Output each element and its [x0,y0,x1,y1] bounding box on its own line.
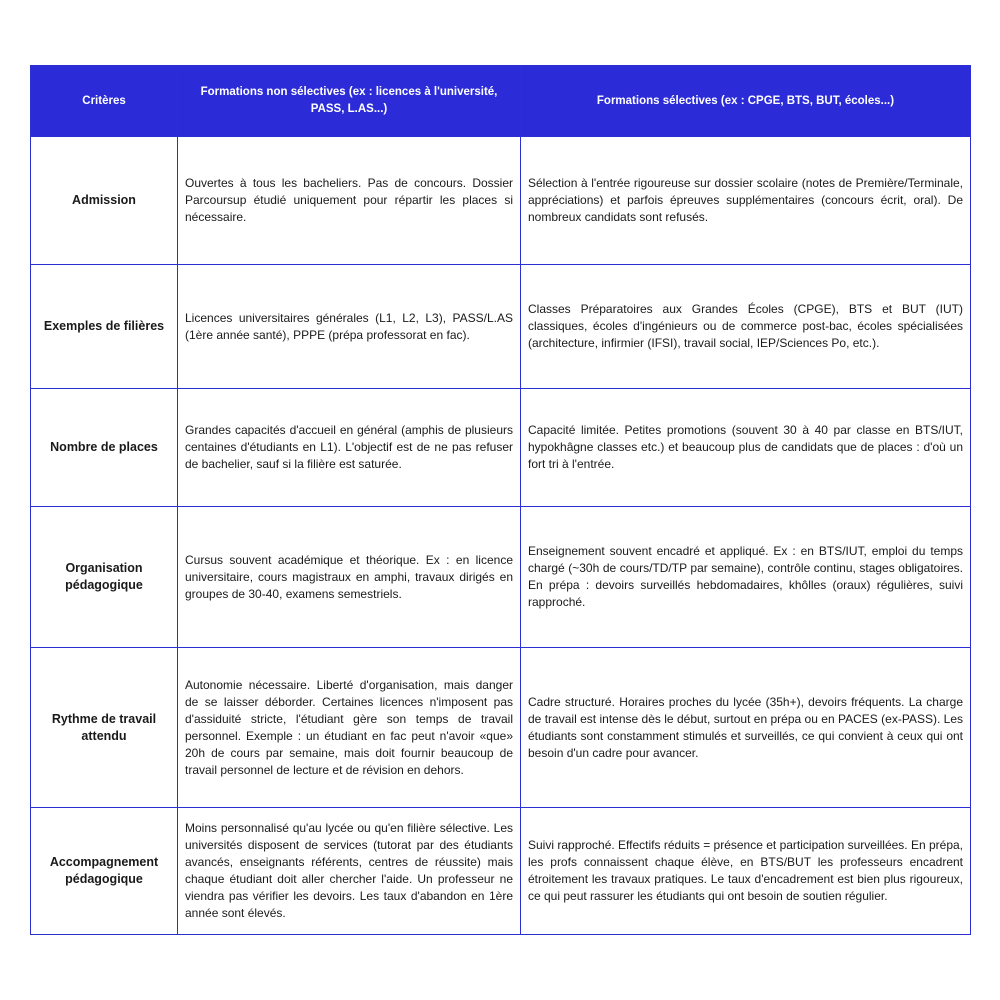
table-row [31,265,971,389]
selective-cell: Enseignement souvent encadré et appliqué. Ex : en BTS/IUT, emploi du temps chargé (~30h de cours/TD/TP par semaine), contrôle continu, stages obligatoires. En prépa : devoirs surveillés hebdomadaires, khôlles (oraux) régulières, suivi rapproché. [521,507,971,648]
non-selective-cell: Licences universitaires générales (L1, L2, L3), PASS/L.AS (1ère année santé), PPPE (prépa professorat en fac). [178,265,521,389]
criterion-cell: Nombre de places [31,389,178,507]
selective-cell: Classes Préparatoires aux Grandes Écoles (CPGE), BTS et BUT (IUT) classiques, écoles d'ingénieurs ou de commerce post-bac, écoles spécialisées (architecture, infirmier (IFSI), travail social, IEP/Sciences Po, etc.). [521,265,971,389]
header-row [31,66,971,137]
criterion-cell: Exemples de filières [31,265,178,389]
non-selective-cell: Moins personnalisé qu'au lycée ou qu'en filière sélective. Les universités disposent de services (tutorat par des étudiants avancés, enseignants référents, centres de réussite) mais chaque étudiant doit aller chercher l'aide. Un professeur ne viendra pas vérifier les devoirs. Les taux d'abandon en 1ère année sont élevés. [178,808,521,935]
table-row [31,808,971,935]
non-selective-cell: Ouvertes à tous les bacheliers. Pas de concours. Dossier Parcoursup étudié uniquement pour répartir les places si nécessaire. [178,137,521,265]
selective-cell: Sélection à l'entrée rigoureuse sur dossier scolaire (notes de Première/Terminale, appréciations) et parfois épreuves supplémentaires (concours écrit, oral). De nombreux candidats sont refusés. [521,137,971,265]
non-selective-cell: Autonomie nécessaire. Liberté d'organisation, mais danger de se laisser déborder. Certaines licences n'imposent pas d'assiduité stricte, l'étudiant gère son temps de travail personnel. Exemple : un étudiant en fac peut n'avoir «que» 20h de cours par semaine, mais doit fournir beaucoup de travail personnel de lecture et de révision en dehors. [178,648,521,808]
non-selective-cell: Cursus souvent académique et théorique. Ex : en licence universitaire, cours magistraux en amphi, travaux dirigés en groupes de 30-40, examens semestriels. [178,507,521,648]
header-selective: Formations sélectives (ex : CPGE, BTS, BUT, écoles...) [521,66,971,137]
comparison-table [30,65,971,935]
criterion-cell: Accompagnement pédagogique [31,808,178,935]
table-row [31,137,971,265]
criterion-cell: Organisation pédagogique [31,507,178,648]
non-selective-cell: Grandes capacités d'accueil en général (amphis de plusieurs centaines d'étudiants en L1). L'objectif est de ne pas refuser de bachelier, sauf si la filière est saturée. [178,389,521,507]
criterion-cell: Admission [31,137,178,265]
header-criteria: Critères [31,66,178,137]
selective-cell: Suivi rapproché. Effectifs réduits = présence et participation surveillées. En prépa, les profs connaissent chaque élève, en BTS/BUT les professeurs encadrent étroitement les travaux pratiques. Le taux d'encadrement est bien plus rigoureux, ce qui peut rassurer les étudiants qui ont besoin de soutien régulier. [521,808,971,935]
table-row [31,648,971,808]
selective-cell: Capacité limitée. Petites promotions (souvent 30 à 40 par classe en BTS/IUT, hypokhâgne classes etc.) et beaucoup plus de candidats que de places : d'où un fort tri à l'entrée. [521,389,971,507]
criterion-cell: Rythme de travail attendu [31,648,178,808]
table-row [31,507,971,648]
table-row [31,389,971,507]
header-non-selective: Formations non sélectives (ex : licences à l'université, PASS, L.AS...) [178,66,521,137]
selective-cell: Cadre structuré. Horaires proches du lycée (35h+), devoirs fréquents. La charge de travail est intense dès le début, surtout en prépa ou en PACES (ex-PASS). Les étudiants sont constamment stimulés et surveillés, ce qui convient à ceux qui ont besoin d'un cadre pour avancer. [521,648,971,808]
